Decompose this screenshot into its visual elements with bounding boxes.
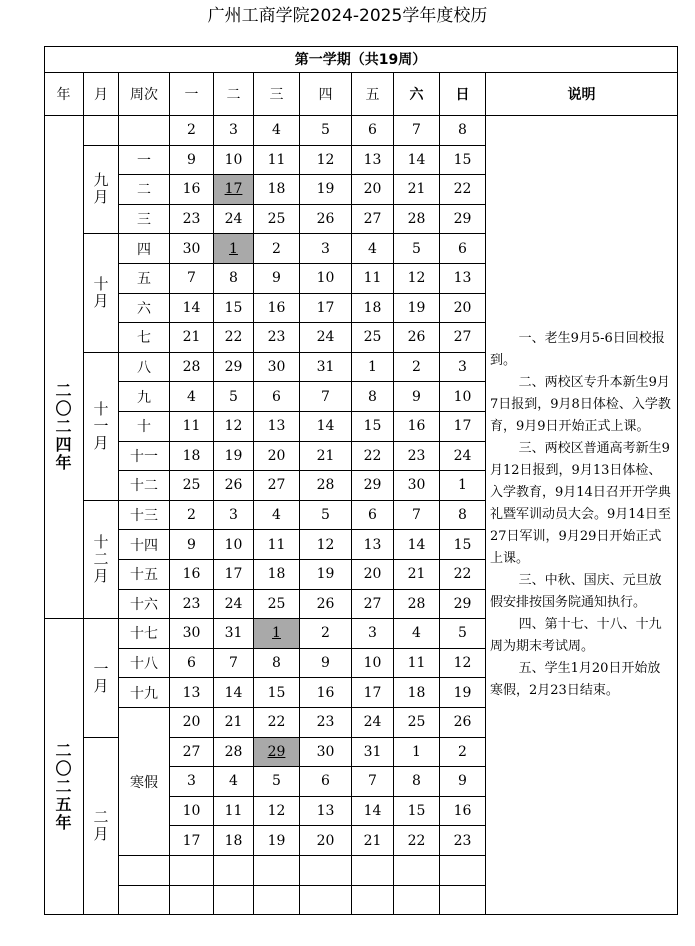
- day-number: 4: [368, 240, 377, 257]
- day-number: 30: [182, 240, 201, 257]
- day-number: 11: [224, 803, 243, 820]
- day-number: 25: [363, 329, 382, 346]
- day-number: 11: [407, 655, 426, 672]
- page-title: 广州工商学院2024-2025学年度校历: [207, 6, 488, 26]
- day-number: 10: [316, 270, 335, 287]
- day-number: 22: [224, 329, 243, 346]
- day-number: 13: [363, 536, 382, 553]
- year-char: 〇: [55, 399, 72, 419]
- header-label: 三: [269, 87, 284, 103]
- day-number: 3: [229, 507, 238, 524]
- day-number: 30: [407, 477, 426, 494]
- day-number: 19: [453, 684, 472, 701]
- day-number: 5: [412, 240, 421, 257]
- day-number: 19: [316, 181, 335, 198]
- day-number: 21: [407, 566, 426, 583]
- day-number: 27: [453, 329, 472, 346]
- day-number: 27: [267, 477, 286, 494]
- day-number: 2: [187, 122, 196, 139]
- day-number: 17: [363, 684, 382, 701]
- day-number: 12: [267, 803, 286, 820]
- day-number: 10: [224, 151, 243, 168]
- day-number: 18: [182, 447, 201, 464]
- day-number: 24: [363, 714, 382, 731]
- week-label: 十一: [130, 448, 158, 465]
- note-item: 三、中秋、国庆、元旦放假安排按国务院通知执行。: [490, 573, 662, 611]
- year-char: 二: [55, 776, 72, 796]
- month-char: 十: [93, 275, 109, 294]
- header-label: 六: [409, 87, 424, 103]
- day-number: 5: [458, 625, 467, 642]
- day-number: 7: [412, 507, 421, 524]
- day-number: 6: [321, 773, 330, 790]
- header-label: 五: [365, 87, 380, 103]
- year-char: 二: [55, 417, 72, 437]
- day-number: 16: [182, 566, 201, 583]
- day-number: 16: [182, 181, 201, 198]
- day-number: 10: [363, 655, 382, 672]
- day-number: 26: [224, 477, 243, 494]
- day-number: 3: [187, 773, 196, 790]
- day-number: 23: [182, 211, 201, 228]
- year-char: 〇: [55, 758, 72, 778]
- day-number: 15: [267, 684, 286, 701]
- day-number: 28: [182, 359, 201, 376]
- day-number: 18: [363, 299, 382, 316]
- day-number: 16: [316, 684, 335, 701]
- day-number: 29: [453, 211, 472, 228]
- day-number: 18: [224, 832, 243, 849]
- week-label: 五: [137, 271, 151, 288]
- day-number: 10: [453, 388, 472, 405]
- day-number: 3: [229, 122, 238, 139]
- day-number: 2: [272, 240, 281, 257]
- day-number: 4: [187, 388, 196, 405]
- day-number: 9: [272, 270, 281, 287]
- day-number: 18: [267, 181, 286, 198]
- day-number: 8: [272, 655, 281, 672]
- semester-title: 第一学期（共19周）: [44, 46, 678, 73]
- day-number: 2: [321, 625, 330, 642]
- month-char: 二: [93, 807, 109, 826]
- day-number: 17: [224, 181, 243, 198]
- week-label: 十八: [130, 656, 158, 673]
- day-number: 6: [368, 507, 377, 524]
- week-label: 十六: [130, 596, 158, 613]
- day-number: 13: [453, 270, 472, 287]
- day-number: 20: [363, 566, 382, 583]
- day-number: 6: [458, 240, 467, 257]
- week-label: 十五: [130, 567, 158, 584]
- year-char: 年: [55, 453, 72, 473]
- day-number: 25: [407, 714, 426, 731]
- day-number: 29: [453, 595, 472, 612]
- month-char: 十: [93, 532, 109, 551]
- day-number: 19: [267, 832, 286, 849]
- day-number: 27: [182, 743, 201, 760]
- day-number: 8: [229, 270, 238, 287]
- day-number: 16: [407, 418, 426, 435]
- day-number: 12: [407, 270, 426, 287]
- day-number: 6: [368, 122, 377, 139]
- day-number: 27: [363, 595, 382, 612]
- day-number: 4: [412, 625, 421, 642]
- day-number: 11: [267, 151, 286, 168]
- week-label: 八: [137, 360, 151, 377]
- day-number: 27: [363, 211, 382, 228]
- day-number: 1: [368, 359, 377, 376]
- day-number: 9: [321, 655, 330, 672]
- day-number: 24: [453, 447, 472, 464]
- day-number: 12: [316, 536, 335, 553]
- week-label: 十二: [130, 478, 158, 495]
- note-item: 四、第十七、十八、十九周为期末考试周。: [490, 617, 662, 655]
- day-number: 14: [407, 536, 426, 553]
- week-label: 九: [137, 389, 151, 406]
- day-number: 28: [407, 211, 426, 228]
- day-number: 17: [316, 299, 335, 316]
- header-label: 月: [94, 87, 108, 103]
- note-item: 三、两校区普通高考新生9月12日报到，9月13日体检、入学教育，9月14日召开开学典礼暨军训动员大会。9月14日至27日军训，9月29日开始正式上课。: [490, 441, 671, 567]
- day-number: 5: [321, 507, 330, 524]
- day-number: 17: [453, 418, 472, 435]
- day-number: 29: [363, 477, 382, 494]
- week-label: 四: [137, 241, 151, 258]
- day-number: 9: [187, 151, 196, 168]
- day-number: 16: [267, 299, 286, 316]
- day-number: 17: [224, 566, 243, 583]
- day-number: 4: [229, 773, 238, 790]
- day-number: 3: [321, 240, 330, 257]
- week-label: 二: [137, 182, 151, 199]
- day-number: 7: [368, 773, 377, 790]
- day-number: 14: [363, 803, 382, 820]
- day-number: 23: [407, 447, 426, 464]
- day-number: 15: [224, 299, 243, 316]
- day-number: 21: [316, 447, 335, 464]
- day-number: 24: [224, 211, 243, 228]
- day-number: 23: [267, 329, 286, 346]
- day-number: 19: [407, 299, 426, 316]
- day-number: 7: [412, 122, 421, 139]
- year-char: 二: [55, 381, 72, 401]
- day-number: 2: [412, 359, 421, 376]
- school-calendar-table: [44, 46, 678, 928]
- month-char: 月: [93, 676, 109, 695]
- day-number: 25: [182, 477, 201, 494]
- month-char: 月: [93, 188, 109, 207]
- winter-break-label: 寒假: [130, 774, 158, 791]
- month-char: 二: [93, 549, 109, 568]
- month-char: 九: [93, 171, 109, 190]
- day-number: 8: [458, 507, 467, 524]
- day-number: 1: [412, 743, 421, 760]
- day-number: 23: [453, 832, 472, 849]
- day-number: 21: [182, 329, 201, 346]
- day-number: 12: [453, 655, 472, 672]
- month-char: 月: [93, 566, 109, 585]
- day-number: 1: [229, 240, 238, 257]
- day-number: 12: [224, 418, 243, 435]
- day-number: 24: [224, 595, 243, 612]
- day-number: 11: [267, 536, 286, 553]
- day-number: 18: [407, 684, 426, 701]
- day-number: 22: [363, 447, 382, 464]
- month-char: 十: [93, 399, 109, 418]
- month-char: 一: [93, 416, 109, 435]
- day-number: 7: [187, 270, 196, 287]
- month-char: 月: [93, 433, 109, 452]
- day-number: 15: [407, 803, 426, 820]
- header-label: 周次: [130, 87, 158, 103]
- week-label: 十: [137, 419, 151, 436]
- day-number: 10: [224, 536, 243, 553]
- year-char: 年: [55, 812, 72, 832]
- week-label: 七: [137, 330, 151, 347]
- day-number: 8: [458, 122, 467, 139]
- day-number: 24: [316, 329, 335, 346]
- day-number: 22: [407, 832, 426, 849]
- header-label: 年: [56, 87, 71, 103]
- day-number: 31: [316, 359, 335, 376]
- month-char: 月: [93, 824, 109, 843]
- day-number: 20: [363, 181, 382, 198]
- day-number: 6: [187, 655, 196, 672]
- day-number: 26: [316, 595, 335, 612]
- day-number: 1: [272, 625, 281, 642]
- note-item: 一、老生9月5-6日回校报到。: [490, 331, 665, 369]
- day-number: 15: [453, 536, 472, 553]
- day-number: 26: [407, 329, 426, 346]
- day-number: 23: [182, 595, 201, 612]
- day-number: 31: [224, 625, 243, 642]
- week-label: 十七: [130, 626, 158, 643]
- week-label: 十三: [130, 508, 158, 525]
- day-number: 21: [363, 832, 382, 849]
- day-number: 9: [458, 773, 467, 790]
- day-number: 4: [272, 507, 281, 524]
- day-number: 31: [363, 743, 382, 760]
- week-label: 十四: [130, 537, 158, 554]
- day-number: 13: [316, 803, 335, 820]
- day-number: 20: [316, 832, 335, 849]
- year-char: 四: [55, 435, 72, 455]
- week-label: 一: [137, 152, 151, 169]
- day-number: 6: [272, 388, 281, 405]
- week-label: 十九: [130, 685, 158, 702]
- day-number: 22: [453, 566, 472, 583]
- day-number: 19: [316, 566, 335, 583]
- day-number: 13: [267, 418, 286, 435]
- day-number: 9: [187, 536, 196, 553]
- day-number: 25: [267, 595, 286, 612]
- day-number: 8: [412, 773, 421, 790]
- day-number: 28: [316, 477, 335, 494]
- header-label: 二: [226, 87, 241, 103]
- note-item: 五、学生1月20日开始放寒假，2月23日结束。: [490, 661, 661, 699]
- table-border: [44, 46, 678, 915]
- day-number: 3: [368, 625, 377, 642]
- day-number: 13: [182, 684, 201, 701]
- day-number: 21: [407, 181, 426, 198]
- day-number: 20: [267, 447, 286, 464]
- header-label: 说明: [567, 87, 596, 103]
- day-number: 29: [224, 359, 243, 376]
- header-label: 四: [318, 87, 333, 103]
- day-number: 26: [453, 714, 472, 731]
- day-number: 15: [453, 151, 472, 168]
- month-char: 一: [93, 659, 109, 678]
- header-rule: [44, 115, 678, 116]
- day-number: 30: [267, 359, 286, 376]
- day-number: 5: [229, 388, 238, 405]
- day-number: 18: [267, 566, 286, 583]
- day-number: 5: [321, 122, 330, 139]
- year-char: 五: [55, 794, 72, 814]
- day-number: 11: [363, 270, 382, 287]
- day-number: 22: [267, 714, 286, 731]
- day-number: 26: [316, 211, 335, 228]
- day-number: 25: [267, 211, 286, 228]
- day-number: 29: [267, 743, 286, 760]
- day-number: 23: [316, 714, 335, 731]
- day-number: 5: [272, 773, 281, 790]
- week-label: 六: [137, 300, 151, 317]
- day-number: 7: [229, 655, 238, 672]
- day-number: 13: [363, 151, 382, 168]
- day-number: 12: [316, 151, 335, 168]
- day-number: 15: [363, 418, 382, 435]
- note-item: 二、两校区专升本新生9月7日报到，9月8日体检、入学教育，9月9日开始正式上课。: [490, 375, 671, 435]
- day-number: 2: [458, 743, 467, 760]
- day-number: 19: [224, 447, 243, 464]
- day-number: 20: [453, 299, 472, 316]
- day-number: 21: [224, 714, 243, 731]
- day-number: 8: [368, 388, 377, 405]
- day-number: 14: [407, 151, 426, 168]
- day-number: 30: [316, 743, 335, 760]
- day-number: 10: [182, 803, 201, 820]
- day-number: 14: [316, 418, 335, 435]
- day-number: 11: [182, 418, 201, 435]
- day-number: 17: [182, 832, 201, 849]
- month-char: 月: [93, 292, 109, 311]
- day-number: 14: [182, 299, 201, 316]
- day-number: 4: [272, 122, 281, 139]
- day-number: 20: [182, 714, 201, 731]
- day-number: 30: [182, 625, 201, 642]
- day-number: 28: [407, 595, 426, 612]
- header-label: 一: [184, 87, 199, 103]
- day-number: 7: [321, 388, 330, 405]
- day-number: 22: [453, 181, 472, 198]
- header-label: 日: [455, 87, 470, 103]
- day-number: 14: [224, 684, 243, 701]
- day-number: 1: [458, 477, 467, 494]
- day-number: 9: [412, 388, 421, 405]
- day-number: 2: [187, 507, 196, 524]
- week-label: 三: [137, 212, 151, 229]
- day-number: 16: [453, 803, 472, 820]
- day-number: 3: [458, 359, 467, 376]
- day-number: 28: [224, 743, 243, 760]
- year-char: 二: [55, 740, 72, 760]
